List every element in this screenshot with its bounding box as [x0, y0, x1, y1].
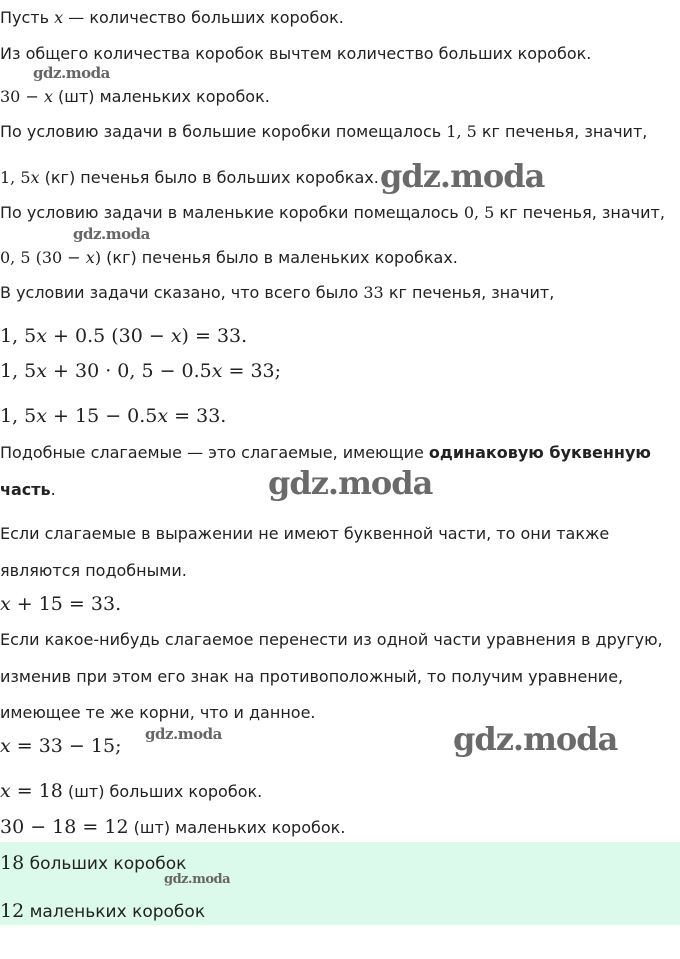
answer-line-1: 18 больших коробок: [0, 852, 187, 874]
formula-line-3: 0, 5 (30 − x) (кг) печенья было в маленьких коробках.: [0, 248, 458, 267]
text-line-7: часть.: [0, 480, 56, 499]
equation-line-2: 1, 5x + 30 · 0, 5 − 0.5x = 33;: [0, 360, 282, 382]
text-line-6: Подобные слагаемые — это слагаемые, имеющие одинаковую буквенную: [0, 443, 651, 462]
text-line-11: изменив при этом его знак на противоположный, то получим уравнение,: [0, 667, 624, 686]
text-line-1: Пусть x — количество больших коробок.: [0, 8, 344, 27]
watermark: gdz.moda: [145, 725, 222, 743]
text-line-3: По условию задачи в большие коробки помещалось 1, 5 кг печенья, значит,: [0, 122, 648, 141]
text-line-12: имеющее те же корни, что и данное.: [0, 703, 316, 722]
equation-line-1: 1, 5x + 0.5 (30 − x) = 33.: [0, 325, 248, 347]
watermark: gdz.moda: [268, 464, 433, 502]
formula-line-1: 30 − x (шт) маленьких коробок.: [0, 87, 270, 106]
answer-line-2: 12 маленьких коробок: [0, 900, 206, 922]
text-line-10: Если какое-нибудь слагаемое перенести из одной части уравнения в другую,: [0, 630, 663, 649]
watermark: gdz.moda: [380, 157, 545, 195]
watermark: gdz.moda: [453, 720, 618, 758]
equation-line-6: x = 18 (шт) больших коробок.: [0, 780, 263, 802]
formula-line-2: 1, 5x (кг) печенья было в больших коробках.: [0, 168, 379, 187]
text-line-9: являются подобными.: [0, 561, 187, 580]
equation-line-4: x + 15 = 33.: [0, 593, 122, 615]
text-line-2: Из общего количества коробок вычтем количество больших коробок.: [0, 44, 592, 63]
text-line-8: Если слагаемые в выражении не имеют буквенной части, то они также: [0, 524, 610, 543]
watermark: gdz.moda: [73, 225, 150, 243]
text-line-5: В условии задачи сказано, что всего было 33 кг печенья, значит,: [0, 283, 555, 302]
watermark: gdz.moda: [33, 64, 110, 82]
equation-line-5: x = 33 − 15;: [0, 735, 122, 757]
watermark: gdz.moda: [164, 872, 231, 887]
equation-line-7: 30 − 18 = 12 (шт) маленьких коробок.: [0, 816, 346, 838]
text-line-4: По условию задачи в маленькие коробки помещалось 0, 5 кг печенья, значит,: [0, 203, 665, 222]
equation-line-3: 1, 5x + 15 − 0.5x = 33.: [0, 405, 227, 427]
